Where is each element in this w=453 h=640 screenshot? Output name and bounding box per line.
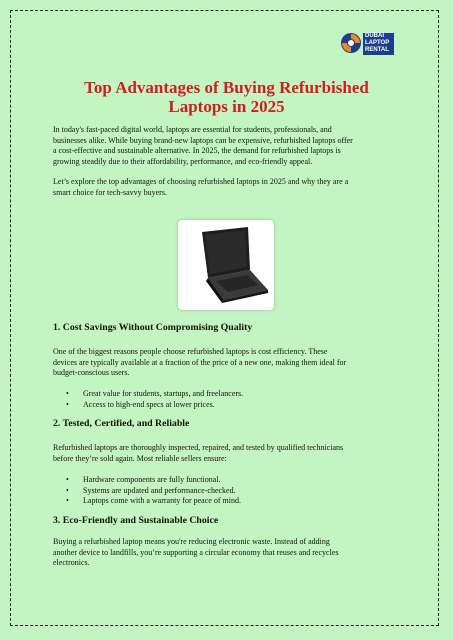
list-item: • Systems are updated and performance-checked.: [66, 485, 236, 495]
page-title: [40, 78, 413, 116]
list-item: • Great value for students, startups, and freelancers.: [66, 389, 244, 398]
intro-paragraph-2: Let’s explore the top advantages of choosing refurbished laptops in 2025 and why they are a smart choice for tech-savvy buyers.: [53, 177, 349, 197]
intro-paragraph: In today's fast-paced digital world, laptops are essential for students, professionals, and businesses alike. While buying brand-new laptops can be expensive, refurbished laptops offer a cost-effective and sustainable alternative. In 2025, the demand for refurbished laptops is growing steadily due to their affordability, performance, and eco-friendly appeal.: [53, 125, 353, 166]
bullet-icon: •: [66, 475, 69, 484]
laptop-icon: [178, 220, 274, 310]
page-title-line: Top Advantages of Buying Refurbished: [84, 78, 369, 97]
bullet-list: [66, 475, 386, 507]
dubai-laptop-rental-logo: [340, 31, 394, 57]
section-paragraph: One of the biggest reasons people choose refurbished laptops is cost efficiency. These devices are typically available at a fraction of the price of a new one, making them ideal for budget-conscious users.: [53, 347, 347, 377]
list-item: • Access to high-end specs at lower prices.: [66, 399, 215, 409]
page-title-line: Laptops in 2025: [168, 97, 285, 116]
logo-swirl-icon: [340, 32, 362, 54]
bullet-icon: •: [66, 485, 69, 495]
section-heading: 3. Eco-Friendly and Sustainable Choice: [53, 515, 219, 526]
laptop-photo: [178, 220, 274, 310]
bullet-icon: •: [66, 496, 69, 505]
section-paragraph: Refurbished laptops are thoroughly inspected, repaired, and tested by qualified technicians before they’re sold again. Most reliable sellers ensure:: [53, 443, 344, 463]
logo-wordmark: DUBAI LAPTOP RENTAL: [363, 33, 394, 55]
list-item: • Hardware components are fully functional.: [66, 475, 221, 484]
list-item: • Laptops come with a warranty for peace of mind.: [66, 496, 241, 505]
bullet-list: [66, 389, 386, 410]
bullet-icon: •: [66, 389, 69, 398]
section-paragraph: Buying a refurbished laptop means you're reducing electronic waste. Instead of adding another device to landfills, you’re supporting a circular economy that reuses and recycles electronics.: [53, 537, 339, 567]
bullet-icon: •: [66, 399, 69, 409]
section-heading: 1. Cost Savings Without Compromising Quality: [53, 322, 253, 333]
section-heading: 2. Tested, Certified, and Reliable: [53, 418, 190, 429]
